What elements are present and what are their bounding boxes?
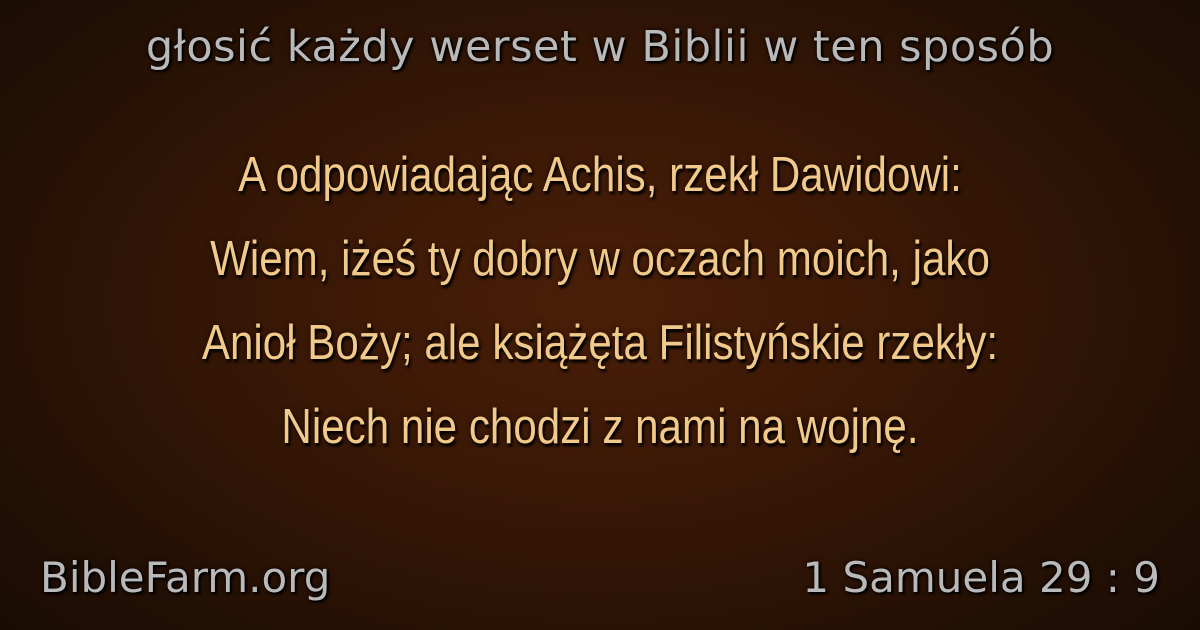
verse-line: Wiem, iżeś ty dobry w oczach moich, jako [210, 232, 990, 286]
verse-text [118, 133, 1081, 469]
site-name: BibleFarm.org [40, 553, 331, 602]
tagline-heading: głosić każdy werset w Biblii w ten sposób [145, 22, 1055, 72]
verse-line: Niech nie chodzi z nami na wojnę. [281, 400, 919, 454]
verse-line: A odpowiadając Achis, rzekł Dawidowi: [238, 148, 962, 202]
verse-line: Anioł Boży; ale książęta Filistyńskie rzekły: [201, 316, 999, 370]
verse-reference: 1 Samuela 29 : 9 [802, 553, 1160, 602]
